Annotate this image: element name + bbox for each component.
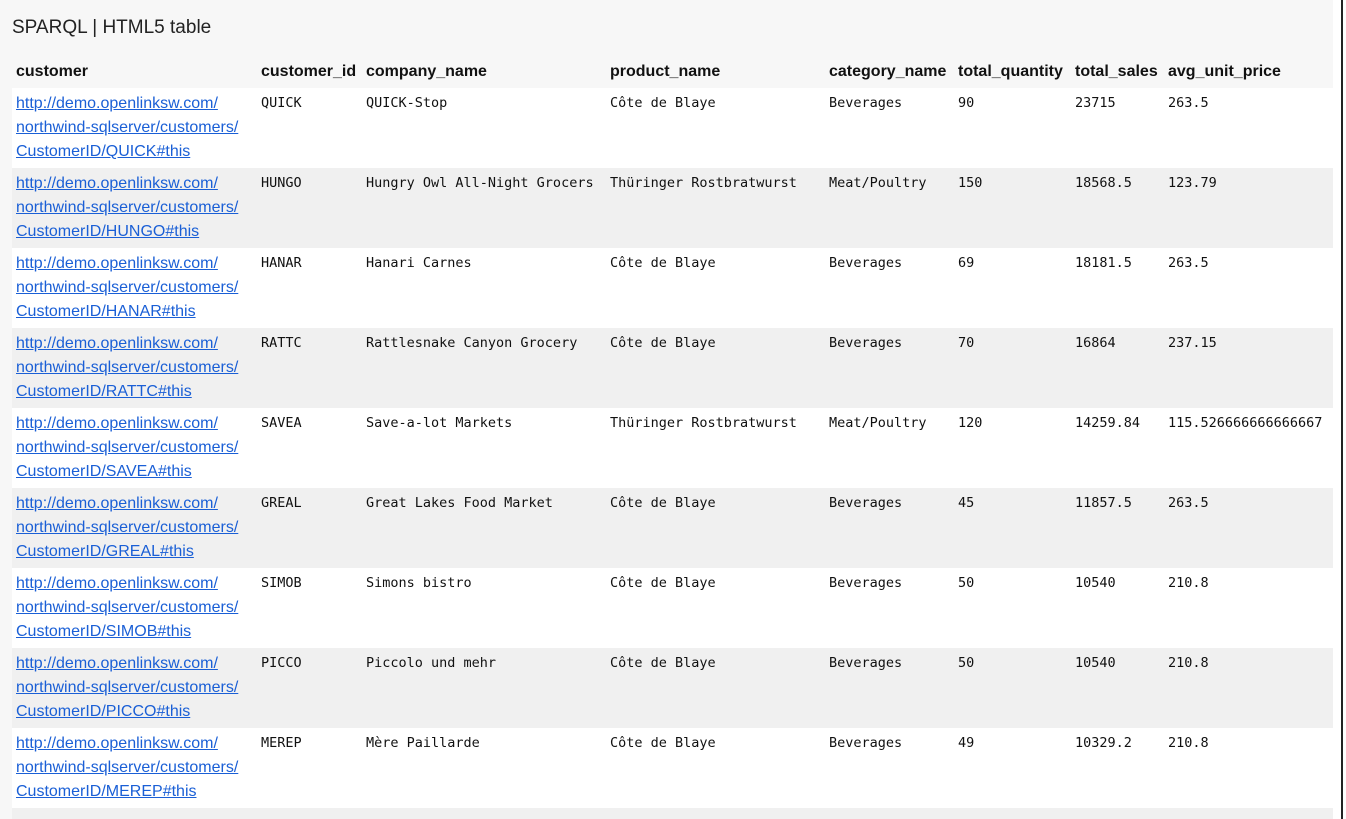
- customer-id-cell: PICCO: [257, 648, 362, 728]
- product-name-cell: [606, 808, 825, 819]
- customer-cell: [12, 168, 257, 248]
- company-name-cell: Piccolo und mehr: [362, 648, 606, 728]
- customer-cell: [12, 88, 257, 168]
- column-header-total-sales[interactable]: total_sales: [1071, 56, 1164, 88]
- category-name-cell: Beverages: [825, 488, 954, 568]
- customer-cell: [12, 408, 257, 488]
- avg-unit-price-cell: [1164, 808, 1333, 819]
- avg-unit-price-cell: 123.79: [1164, 168, 1333, 248]
- total-quantity-cell: 69: [954, 248, 1071, 328]
- column-header-customer[interactable]: customer: [12, 56, 257, 88]
- column-header-category-name[interactable]: category_name: [825, 56, 954, 88]
- table-row-partial: [12, 808, 1333, 819]
- total-sales-cell: 23715: [1071, 88, 1164, 168]
- category-name-cell: Beverages: [825, 88, 954, 168]
- table-row: [12, 328, 1333, 408]
- customer-id-cell: [257, 808, 362, 819]
- total-sales-cell: 14259.84: [1071, 408, 1164, 488]
- avg-unit-price-cell: 210.8: [1164, 728, 1333, 808]
- customer-id-cell: SIMOB: [257, 568, 362, 648]
- customer-link[interactable]: http://demo.openlinksw.com/ northwind-sqlserver/customers/ CustomerID/GREAL#this: [16, 495, 239, 560]
- total-quantity-cell: [954, 808, 1071, 819]
- customer-id-cell: SAVEA: [257, 408, 362, 488]
- product-name-cell: Côte de Blaye: [606, 328, 825, 408]
- column-header-product-name[interactable]: product_name: [606, 56, 825, 88]
- column-header-total-quantity[interactable]: total_quantity: [954, 56, 1071, 88]
- total-quantity-cell: 49: [954, 728, 1071, 808]
- table-row: [12, 168, 1333, 248]
- avg-unit-price-cell: 210.8: [1164, 568, 1333, 648]
- product-name-cell: Côte de Blaye: [606, 568, 825, 648]
- customer-id-cell: HANAR: [257, 248, 362, 328]
- category-name-cell: Beverages: [825, 248, 954, 328]
- avg-unit-price-cell: 263.5: [1164, 248, 1333, 328]
- total-sales-cell: 10540: [1071, 648, 1164, 728]
- results-table: [12, 56, 1333, 819]
- total-quantity-cell: 70: [954, 328, 1071, 408]
- customer-link[interactable]: http://demo.openlinksw.com/ northwind-sqlserver/customers/ CustomerID/SAVEA#this: [16, 415, 239, 480]
- company-name-cell: Hungry Owl All-Night Grocers: [362, 168, 606, 248]
- total-sales-cell: [1071, 808, 1164, 819]
- category-name-cell: Beverages: [825, 328, 954, 408]
- total-sales-cell: 10329.2: [1071, 728, 1164, 808]
- avg-unit-price-cell: 210.8: [1164, 648, 1333, 728]
- company-name-cell: Save-a-lot Markets: [362, 408, 606, 488]
- product-name-cell: Thüringer Rostbratwurst: [606, 168, 825, 248]
- customer-cell: [12, 248, 257, 328]
- avg-unit-price-cell: 263.5: [1164, 488, 1333, 568]
- customer-cell: [12, 568, 257, 648]
- customer-cell: [12, 808, 257, 819]
- customer-cell: [12, 488, 257, 568]
- total-quantity-cell: 120: [954, 408, 1071, 488]
- product-name-cell: Côte de Blaye: [606, 88, 825, 168]
- window-edge-divider: [1341, 0, 1343, 819]
- total-quantity-cell: 150: [954, 168, 1071, 248]
- category-name-cell: Beverages: [825, 728, 954, 808]
- customer-link[interactable]: http://demo.openlinksw.com/ northwind-sqlserver/customers/ CustomerID/HANAR#this: [16, 255, 239, 320]
- customer-link[interactable]: http://demo.openlinksw.com/ northwind-sqlserver/customers/ CustomerID/PICCO#this: [16, 655, 239, 720]
- customer-id-cell: GREAL: [257, 488, 362, 568]
- customer-link[interactable]: http://demo.openlinksw.com/ northwind-sqlserver/customers/ CustomerID/QUICK#this: [16, 95, 239, 160]
- product-name-cell: Côte de Blaye: [606, 728, 825, 808]
- company-name-cell: QUICK-Stop: [362, 88, 606, 168]
- company-name-cell: [362, 808, 606, 819]
- customer-id-cell: RATTC: [257, 328, 362, 408]
- total-sales-cell: 11857.5: [1071, 488, 1164, 568]
- customer-link[interactable]: http://demo.openlinksw.com/ northwind-sqlserver/customers/ CustomerID/HUNGO#this: [16, 175, 239, 240]
- company-name-cell: Simons bistro: [362, 568, 606, 648]
- product-name-cell: Thüringer Rostbratwurst: [606, 408, 825, 488]
- category-name-cell: Meat/Poultry: [825, 408, 954, 488]
- table-row: [12, 488, 1333, 568]
- product-name-cell: Côte de Blaye: [606, 248, 825, 328]
- product-name-cell: Côte de Blaye: [606, 488, 825, 568]
- total-sales-cell: 18181.5: [1071, 248, 1164, 328]
- customer-cell: [12, 648, 257, 728]
- table-row: [12, 728, 1333, 808]
- total-quantity-cell: 90: [954, 88, 1071, 168]
- customer-id-cell: HUNGO: [257, 168, 362, 248]
- customer-id-cell: QUICK: [257, 88, 362, 168]
- table-row: [12, 568, 1333, 648]
- customer-link[interactable]: http://demo.openlinksw.com/ northwind-sqlserver/customers/ CustomerID/RATTC#this: [16, 335, 239, 400]
- total-quantity-cell: 50: [954, 648, 1071, 728]
- category-name-cell: Beverages: [825, 648, 954, 728]
- customer-link[interactable]: http://demo.openlinksw.com/ northwind-sqlserver/customers/ CustomerID/SIMOB#this: [16, 575, 239, 640]
- company-name-cell: Great Lakes Food Market: [362, 488, 606, 568]
- table-row: [12, 88, 1333, 168]
- category-name-cell: Meat/Poultry: [825, 168, 954, 248]
- company-name-cell: Mère Paillarde: [362, 728, 606, 808]
- total-sales-cell: 16864: [1071, 328, 1164, 408]
- avg-unit-price-cell: 263.5: [1164, 88, 1333, 168]
- total-quantity-cell: 45: [954, 488, 1071, 568]
- table-caption: SPARQL | HTML5 table: [12, 17, 212, 38]
- product-name-cell: Côte de Blaye: [606, 648, 825, 728]
- customer-cell: [12, 328, 257, 408]
- company-name-cell: Hanari Carnes: [362, 248, 606, 328]
- table-row: [12, 248, 1333, 328]
- company-name-cell: Rattlesnake Canyon Grocery: [362, 328, 606, 408]
- total-sales-cell: 18568.5: [1071, 168, 1164, 248]
- total-quantity-cell: 50: [954, 568, 1071, 648]
- column-header-customer-id[interactable]: customer_id: [257, 56, 362, 88]
- customer-link[interactable]: http://demo.openlinksw.com/ northwind-sqlserver/customers/ CustomerID/MEREP#this: [16, 735, 239, 800]
- table-row: [12, 648, 1333, 728]
- customer-id-cell: MEREP: [257, 728, 362, 808]
- column-header-company-name[interactable]: company_name: [362, 56, 606, 88]
- category-name-cell: [825, 808, 954, 819]
- customer-cell: [12, 728, 257, 808]
- column-header-avg-unit-price[interactable]: avg_unit_price: [1164, 56, 1333, 88]
- category-name-cell: Beverages: [825, 568, 954, 648]
- avg-unit-price-cell: 115.526666666666667: [1164, 408, 1333, 488]
- header-row: [12, 56, 1333, 88]
- table-row: [12, 408, 1333, 488]
- avg-unit-price-cell: 237.15: [1164, 328, 1333, 408]
- total-sales-cell: 10540: [1071, 568, 1164, 648]
